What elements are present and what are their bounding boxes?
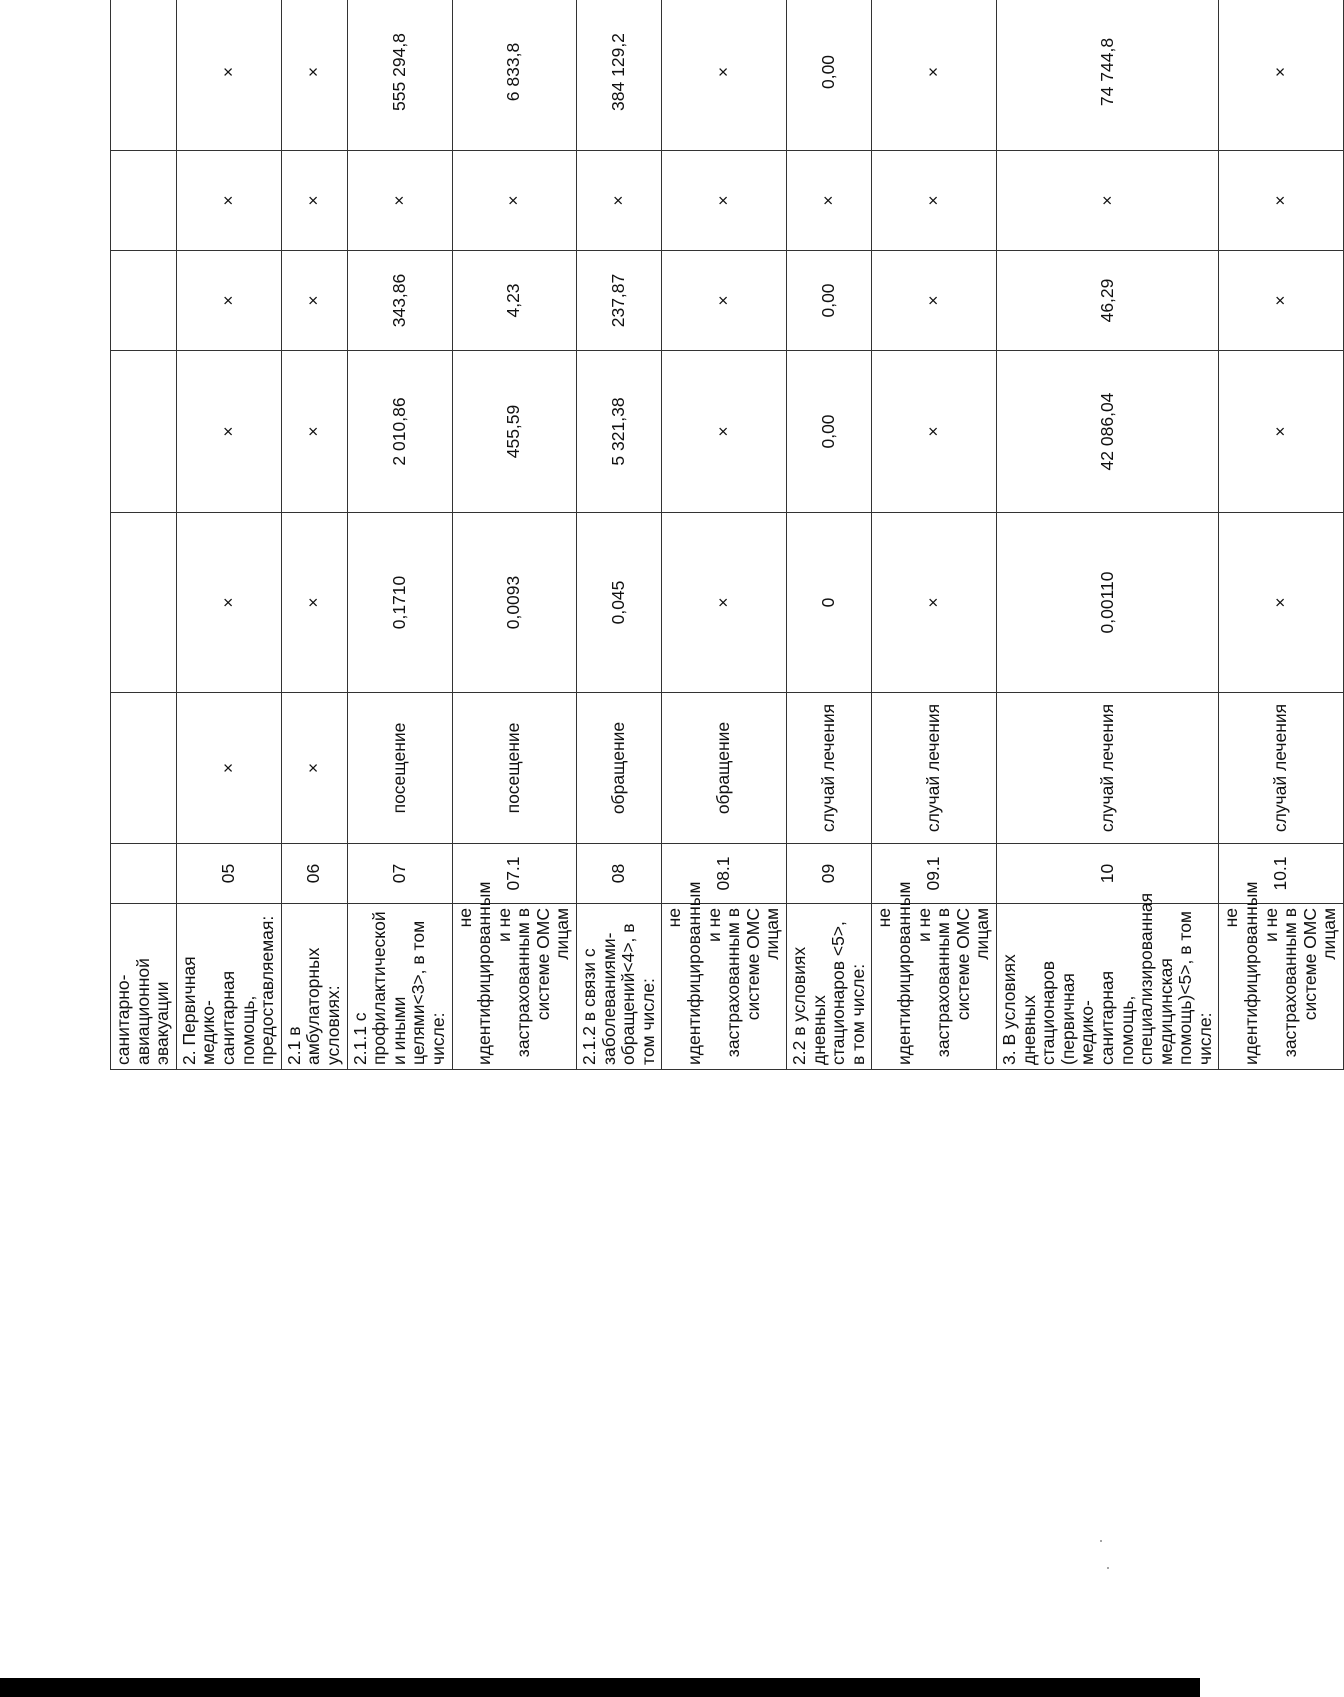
value-cell (111, 0, 177, 151)
row-name-cell: не идентифицированным и не застрахованным в системе ОМС лицам (662, 904, 787, 1070)
value-cell: × (347, 151, 452, 251)
value-cell: 4,23 (452, 251, 577, 351)
value-cell (111, 351, 177, 513)
value-cell: 237,87 (577, 251, 662, 351)
value-cell: 0 (787, 513, 872, 693)
scan-edge-bar (0, 1678, 1200, 1697)
value-cell: × (662, 151, 787, 251)
value-cell: × (1219, 0, 1344, 151)
scan-speck (1107, 1567, 1109, 1569)
row-code-cell: 06 (281, 844, 347, 904)
value-cell: 343,86 (347, 251, 452, 351)
row-name-cell: 3. В условиях дневных стационаров (первичная медико-санитарная помощь, специализированная медицинская помощь)<5>, в том числе: (996, 904, 1219, 1070)
unit-cell: случай лечения (787, 693, 872, 844)
value-cell: × (662, 513, 787, 693)
table-row (787, 0, 872, 1070)
value-cell: 455,59 (452, 351, 577, 513)
value-cell: × (1219, 351, 1344, 513)
value-cell: × (872, 151, 997, 251)
table-row (111, 0, 177, 1070)
value-cell: 6 833,8 (452, 0, 577, 151)
document-table (110, 33, 1340, 1585)
indicator-table (110, 0, 1344, 1070)
value-cell: × (176, 151, 281, 251)
value-cell: 5 321,38 (577, 351, 662, 513)
unit-cell: посещение (347, 693, 452, 844)
value-cell: 2 010,86 (347, 351, 452, 513)
value-cell: × (662, 0, 787, 151)
row-name-cell: 2.2 в условиях дневных стационаров <5>, в том числе: (787, 904, 872, 1070)
table-row (1219, 0, 1344, 1070)
scan-speck (1100, 1540, 1102, 1542)
value-cell: 0,00 (787, 351, 872, 513)
value-cell: × (1219, 513, 1344, 693)
value-cell (111, 513, 177, 693)
row-code-cell: 10 (996, 844, 1219, 904)
value-cell: × (176, 513, 281, 693)
value-cell: × (176, 351, 281, 513)
value-cell: × (281, 513, 347, 693)
value-cell: × (872, 351, 997, 513)
unit-cell: × (281, 693, 347, 844)
value-cell: 0,0093 (452, 513, 577, 693)
table-row (662, 0, 787, 1070)
value-cell: 0,00110 (996, 513, 1219, 693)
row-name-cell: санитарно-авиационной эвакуации (111, 904, 177, 1070)
value-cell (111, 251, 177, 351)
row-code-cell: 05 (176, 844, 281, 904)
value-cell: 0,1710 (347, 513, 452, 693)
value-cell: 384 129,2 (577, 0, 662, 151)
table-row (176, 0, 281, 1070)
value-cell: 0,00 (787, 0, 872, 151)
row-name-cell: не идентифицированным и не застрахованным в системе ОМС лицам (872, 904, 997, 1070)
value-cell: × (176, 0, 281, 151)
value-cell: 46,29 (996, 251, 1219, 351)
row-code-cell: 10.1 (1219, 844, 1344, 904)
row-code-cell: 07 (347, 844, 452, 904)
unit-cell: случай лечения (996, 693, 1219, 844)
row-name-cell: 2.1 в амбулаторных условиях: (281, 904, 347, 1070)
row-code-cell: 07.1 (452, 844, 577, 904)
rotated-page (110, 0, 1340, 1070)
row-name-cell: не идентифицированным и не застрахованным в системе ОМС лицам (452, 904, 577, 1070)
row-name-cell: 2.1.1 с профилактической и иными целями<3>, в том числе: (347, 904, 452, 1070)
row-code-cell: 08 (577, 844, 662, 904)
unit-cell: × (176, 693, 281, 844)
row-code-cell: 09.1 (872, 844, 997, 904)
value-cell: × (662, 251, 787, 351)
value-cell: 74 744,8 (996, 0, 1219, 151)
value-cell: × (1219, 251, 1344, 351)
value-cell: × (872, 0, 997, 151)
row-code-cell (111, 844, 177, 904)
value-cell: × (281, 151, 347, 251)
value-cell: × (452, 151, 577, 251)
unit-cell: посещение (452, 693, 577, 844)
value-cell (111, 151, 177, 251)
value-cell: × (996, 151, 1219, 251)
value-cell: × (176, 251, 281, 351)
unit-cell (111, 693, 177, 844)
row-name-cell: 2.1.2 в связи с заболеваниями-обращений<4>, в том числе: (577, 904, 662, 1070)
value-cell: 0,00 (787, 251, 872, 351)
value-cell: 555 294,8 (347, 0, 452, 151)
row-name-cell: не идентифицированным и не застрахованным в системе ОМС лицам (1219, 904, 1344, 1070)
value-cell: × (872, 513, 997, 693)
value-cell: × (1219, 151, 1344, 251)
value-cell: × (281, 251, 347, 351)
unit-cell: случай лечения (872, 693, 997, 844)
unit-cell: случай лечения (1219, 693, 1344, 844)
table-row (347, 0, 452, 1070)
value-cell: × (662, 351, 787, 513)
value-cell: × (281, 0, 347, 151)
table-row (281, 0, 347, 1070)
table-row (872, 0, 997, 1070)
value-cell: × (872, 251, 997, 351)
row-code-cell: 09 (787, 844, 872, 904)
row-code-cell: 08.1 (662, 844, 787, 904)
value-cell: × (787, 151, 872, 251)
table-row (577, 0, 662, 1070)
row-name-cell: 2. Первичная медико-санитарная помощь, предоставляемая: (176, 904, 281, 1070)
unit-cell: обращение (662, 693, 787, 844)
table-row (996, 0, 1219, 1070)
unit-cell: обращение (577, 693, 662, 844)
table-row (452, 0, 577, 1070)
value-cell: 0,045 (577, 513, 662, 693)
value-cell: 42 086,04 (996, 351, 1219, 513)
value-cell: × (577, 151, 662, 251)
value-cell: × (281, 351, 347, 513)
